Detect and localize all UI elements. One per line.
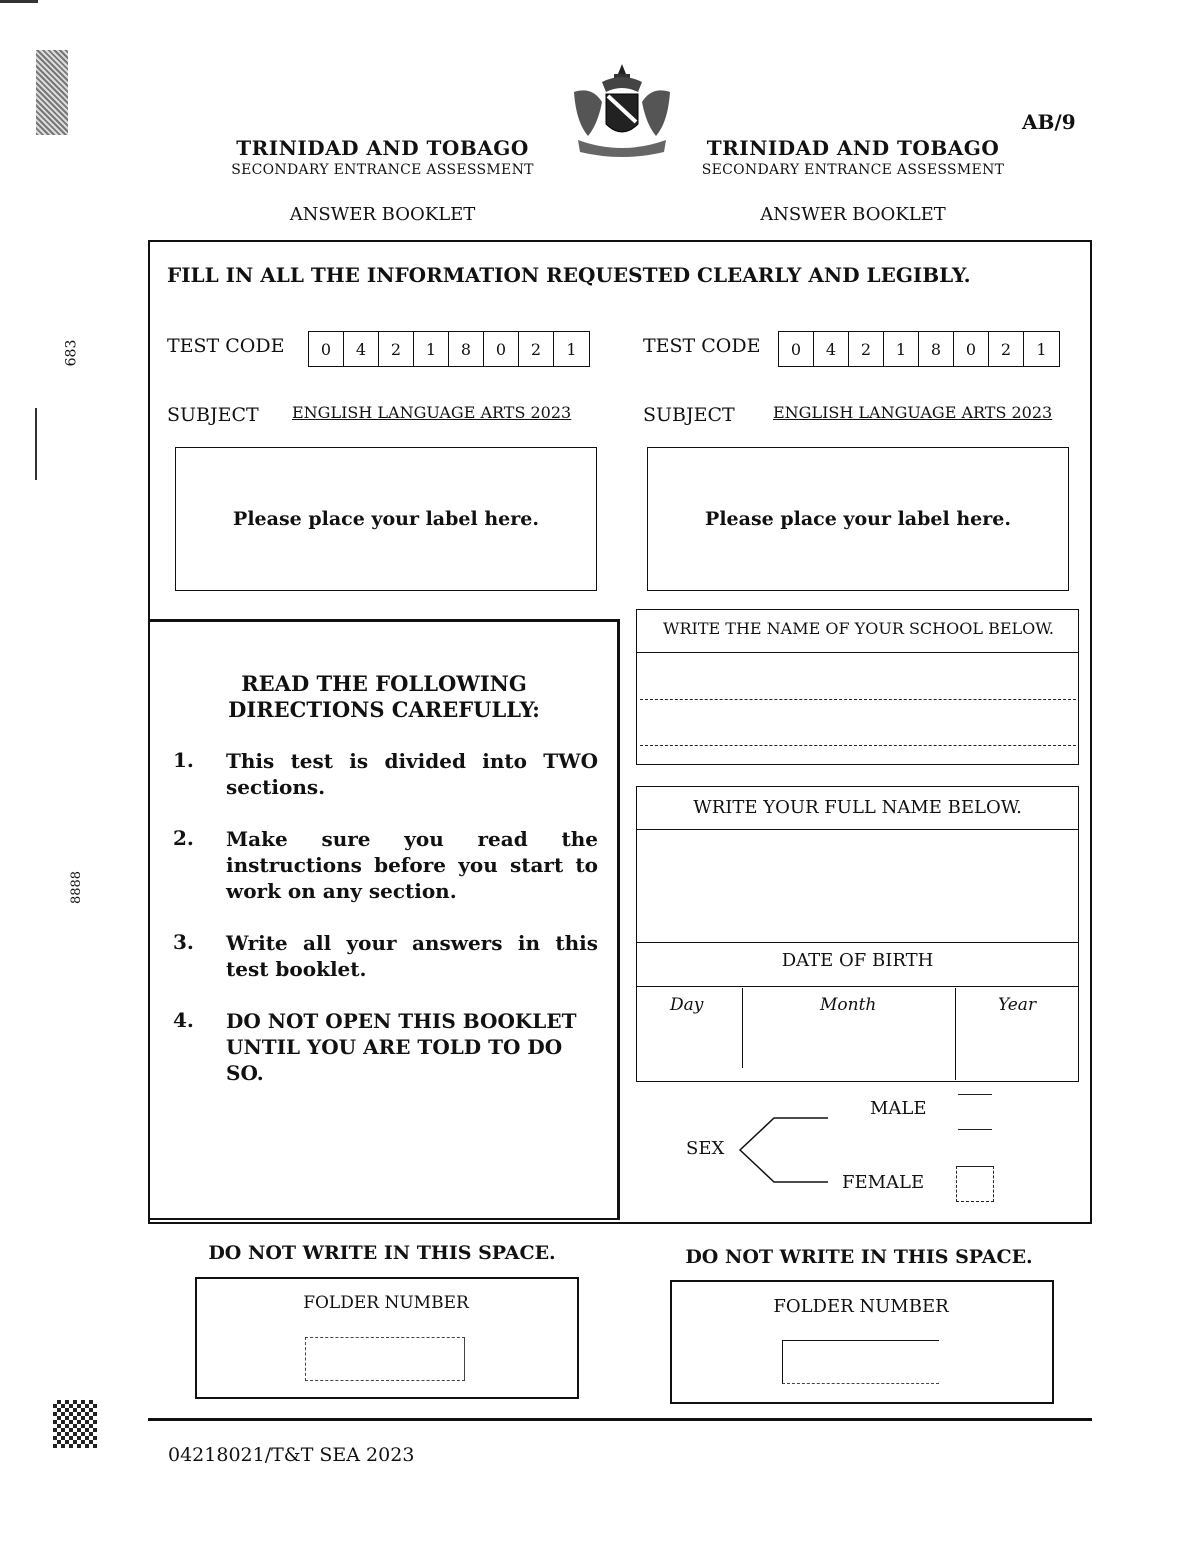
sex-bracket <box>736 1112 832 1184</box>
header-left-booklet: ANSWER BOOKLET <box>289 204 476 225</box>
subject-label-right: SUBJECT <box>643 404 735 426</box>
dob-divider-top <box>636 942 1079 943</box>
header-code: AB/9 <box>1022 110 1076 134</box>
footer-code: 04218021/T&T SEA 2023 <box>168 1444 415 1466</box>
label-box-left-text: Please place your label here. <box>233 508 539 530</box>
dob-day-input[interactable] <box>638 1020 740 1078</box>
school-label-divider <box>636 652 1079 653</box>
test-code-digit: 1 <box>566 339 577 359</box>
side-mark-middle: 8888 <box>69 870 85 905</box>
sex-female-box[interactable] <box>956 1166 994 1202</box>
direction-2-text: Make sure you read the instructions before you start to work on any section. <box>226 827 598 903</box>
dob-divider <box>636 986 1079 987</box>
directions-heading-line1: READ THE FOLLOWING <box>241 671 527 696</box>
test-code-digit: 2 <box>519 332 554 366</box>
test-code-label-left: TEST CODE <box>167 335 285 357</box>
test-code-digit: 0 <box>309 332 344 366</box>
dob-month-input[interactable] <box>745 1020 953 1078</box>
direction-1-text: This test is divided into TWO sections. <box>226 749 598 799</box>
header-left-title: TRINIDAD AND TOBAGO <box>236 136 529 160</box>
test-code-digit: 8 <box>919 332 954 366</box>
sex-label: SEX <box>686 1138 725 1159</box>
test-code-digit: 4 <box>814 332 849 366</box>
dob-month-year-divider <box>955 988 956 1080</box>
sex-male-label: MALE <box>870 1098 927 1119</box>
test-code-digit: 2 <box>849 332 884 366</box>
test-code-digit: 1 <box>884 332 919 366</box>
header-left-subtitle: SECONDARY ENTRANCE ASSESSMENT <box>231 162 534 178</box>
dob-day-month-divider <box>742 988 743 1068</box>
header-right-title: TRINIDAD AND TOBAGO <box>706 136 1000 160</box>
test-code-digit: 1 <box>1036 339 1047 359</box>
dob-label: DATE OF BIRTH <box>781 950 934 971</box>
dob-year-label: Year <box>998 995 1037 1015</box>
name-label-divider <box>636 829 1079 830</box>
name-input-area[interactable] <box>638 831 1077 941</box>
school-write-line-2[interactable] <box>640 745 1076 746</box>
direction-1-number: 1. <box>173 748 194 772</box>
test-code-digit: 8 <box>449 332 484 366</box>
direction-2-number: 2. <box>173 826 194 850</box>
dob-month-label: Month <box>820 995 877 1015</box>
form-instruction: FILL IN ALL THE INFORMATION REQUESTED CLEARLY AND LEGIBLY. <box>167 263 971 287</box>
direction-3-text: Write all your answers in this test booklet. <box>226 931 598 981</box>
qr-code <box>53 1400 97 1448</box>
test-code-digit: 1 <box>414 332 449 366</box>
folder-right-label: FOLDER NUMBER <box>773 1296 949 1317</box>
footer-rule <box>148 1418 1092 1421</box>
direction-4-text: DO NOT OPEN THIS BOOKLET UNTIL YOU ARE TOLD TO DO SO. <box>226 1009 577 1085</box>
directions-heading-line2: DIRECTIONS CAREFULLY: <box>228 697 540 722</box>
side-mark-bracket <box>35 408 37 480</box>
test-code-digit: 2 <box>989 332 1024 366</box>
test-code-label-right: TEST CODE <box>643 335 761 357</box>
subject-value-left: ENGLISH LANGUAGE ARTS 2023 <box>292 403 572 422</box>
no-write-right-label: DO NOT WRITE IN THIS SPACE. <box>685 1246 1033 1268</box>
no-write-left-label: DO NOT WRITE IN THIS SPACE. <box>208 1242 556 1264</box>
coat-of-arms <box>568 62 676 160</box>
test-code-digit: 4 <box>344 332 379 366</box>
direction-3-number: 3. <box>173 930 194 954</box>
school-label: WRITE THE NAME OF YOUR SCHOOL BELOW. <box>663 619 1054 638</box>
label-box-right[interactable] <box>647 447 1069 591</box>
folder-left-label: FOLDER NUMBER <box>303 1293 469 1313</box>
test-code-digit: 0 <box>484 332 519 366</box>
test-code-boxes-right <box>778 331 1060 367</box>
direction-4-number: 4. <box>173 1008 194 1032</box>
test-code-digit: 2 <box>379 332 414 366</box>
test-code-boxes-left <box>308 331 590 367</box>
folder-right-input[interactable] <box>782 1340 939 1384</box>
name-label: WRITE YOUR FULL NAME BELOW. <box>693 797 1022 818</box>
label-box-left[interactable] <box>175 447 597 591</box>
label-box-right-text: Please place your label here. <box>705 508 1011 530</box>
test-code-digit: 0 <box>779 332 814 366</box>
school-write-line-1[interactable] <box>640 699 1076 700</box>
side-mark-top: 683 <box>63 339 80 367</box>
scan-mark-corner <box>0 0 38 3</box>
header-right-booklet: ANSWER BOOKLET <box>760 204 946 225</box>
sex-male-box[interactable] <box>958 1094 992 1130</box>
sex-female-label: FEMALE <box>842 1172 925 1193</box>
subject-value-right: ENGLISH LANGUAGE ARTS 2023 <box>773 403 1053 422</box>
header-right-subtitle: SECONDARY ENTRANCE ASSESSMENT <box>701 162 1005 178</box>
dob-year-input[interactable] <box>958 1020 1076 1078</box>
dob-day-label: Day <box>670 995 704 1015</box>
scan-barcode-top <box>36 50 68 135</box>
folder-left-input[interactable] <box>305 1337 465 1381</box>
test-code-digit: 0 <box>954 332 989 366</box>
coat-of-arms-icon <box>568 62 676 160</box>
subject-label-left: SUBJECT <box>167 404 259 426</box>
